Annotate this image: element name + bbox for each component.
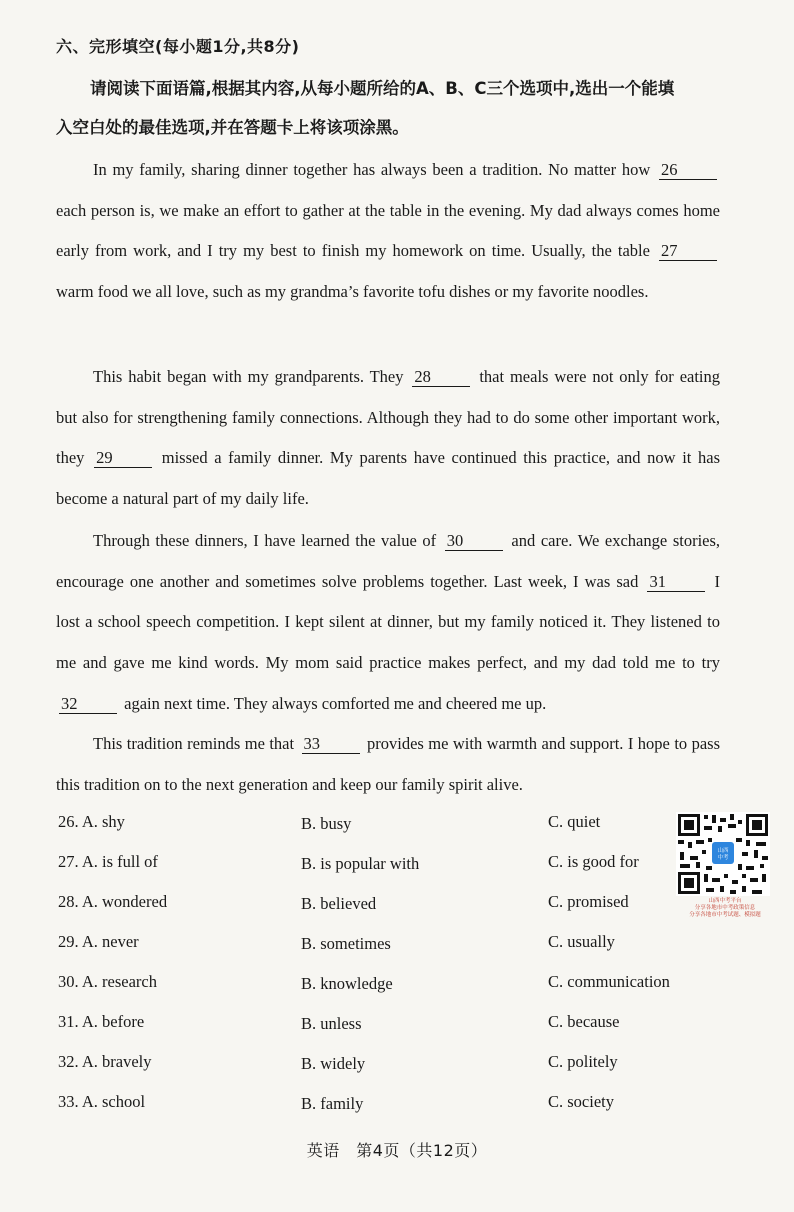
option-b: B. family [301, 1094, 364, 1113]
option-row-31 [58, 1010, 698, 1050]
paragraph-4: This tradition reminds me that 33 provides me with warmth and support. I hope to pass this tradition on to the next generation and keep our family spirit alive. [56, 734, 721, 794]
option-b: B. widely [301, 1054, 366, 1073]
option-a: 33. A. school [58, 1092, 146, 1111]
blank-33: 33 [302, 735, 360, 754]
option-b: B. believed [301, 894, 377, 913]
paragraph-2: This habit began with my grandparents. They 28 that meals were not only for eating but also for strengthening family connections. Although they had to do some other important work, they 29 missed a family dinner. My parents have continued this practice, and now it has become a natural part of my daily life. [56, 367, 721, 509]
blank-29: 29 [94, 449, 152, 468]
option-b: B. sometimes [301, 934, 391, 953]
blank-27: 27 [659, 242, 717, 261]
option-b: B. is popular with [301, 854, 420, 873]
option-row-30 [58, 970, 698, 1010]
option-c: C. promised [548, 892, 629, 911]
option-c: C. communication [548, 972, 670, 991]
blank-30: 30 [445, 532, 503, 551]
option-row-27 [58, 850, 698, 890]
blank-28: 28 [412, 368, 470, 387]
option-c: C. is good for [548, 852, 639, 871]
option-a: 27. A. is full of [58, 852, 158, 871]
paragraph-1: In my family, sharing dinner together has always been a tradition. No matter how 26 each person is, we make an effort to gather at the table in the evening. My dad always comes home early from work, and I try my best to finish my homework on time. Usually, the table 27 warm food we all love, such as my grandma’s favorite tofu dishes or my favorite noodles. [56, 160, 720, 302]
option-a: 31. A. before [58, 1012, 145, 1031]
option-b: B. busy [301, 814, 352, 833]
instruction-line-2: 入空白处的最佳选项,并在答题卡上将该项涂黑。 [56, 118, 409, 137]
option-c: C. society [548, 1092, 614, 1111]
option-c: C. because [548, 1012, 620, 1031]
option-a: 32. A. bravely [58, 1052, 152, 1071]
option-row-29 [58, 930, 698, 970]
option-row-26 [58, 810, 698, 850]
section-title: 六、完形填空(每小题1分,共8分) [56, 37, 300, 56]
qr-code-icon [676, 812, 770, 896]
option-c: C. politely [548, 1052, 618, 1071]
answer-options [58, 810, 698, 1130]
option-row-28 [58, 890, 698, 930]
qr-caption: 山西中考平台 分享各地市中考政策信息 分享各地市中考试题、模拟题 [689, 898, 761, 918]
option-a: 28. A. wondered [58, 892, 168, 911]
instruction-line-1 [56, 70, 724, 107]
option-b: B. knowledge [301, 974, 393, 993]
paragraph-3: Through these dinners, I have learned the value of 30 and care. We exchange stories, encourage one another and sometimes solve problems together. Last week, I was sad 31 I lost a school speech competition. I kept silent at dinner, but my family noticed it. They listened to me and gave me kind words. My mom said practice makes perfect, and my dad told me to try 32 again next time. They always comforted me and cheered me up. [56, 531, 721, 713]
option-a: 30. A. research [58, 972, 157, 991]
blank-26: 26 [659, 161, 717, 180]
option-c: C. quiet [548, 812, 601, 831]
blank-31: 31 [647, 573, 705, 592]
blank-32: 32 [59, 695, 117, 714]
option-a: 29. A. never [58, 932, 139, 951]
option-row-33 [58, 1090, 698, 1130]
option-b: B. unless [301, 1014, 362, 1033]
instruction-text-1: 请阅读下面语篇,根据其内容,从每小题所给的A、B、C三个选项中,选出一个能填 [90, 79, 675, 98]
option-c: C. usually [548, 932, 615, 951]
qr-badge-label-top: 山西 [717, 848, 729, 854]
qr-badge-label-bottom: 中考 [717, 855, 729, 861]
page-footer: 英语 第4页（共12页） [306, 1141, 488, 1160]
option-row-32 [58, 1050, 698, 1090]
option-a: 26. A. shy [58, 812, 125, 831]
